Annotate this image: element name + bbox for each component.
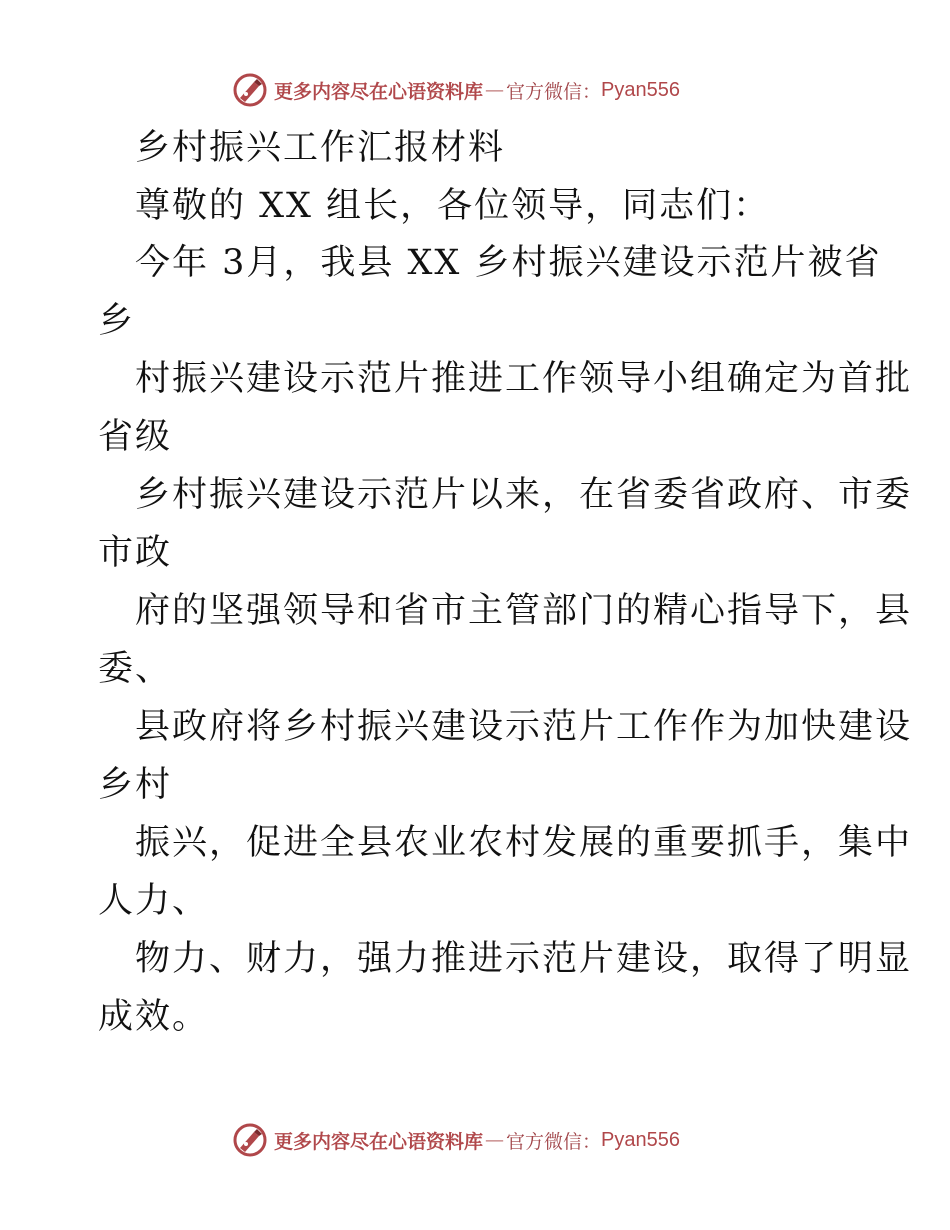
- paragraph-line: 省级: [98, 417, 173, 457]
- paragraph-line: 乡村振兴建设示范片以来，在省委省政府、市委: [135, 475, 913, 515]
- paragraph-line: 成效。: [98, 997, 210, 1037]
- header-banner: [232, 70, 712, 110]
- banner-dash: —: [485, 1129, 505, 1151]
- paragraph-line: 物力、财力，强力推进示范片建设，取得了明显: [135, 939, 913, 979]
- paragraph-line: 村振兴建设示范片推进工作领导小组确定为首批: [135, 359, 913, 399]
- paragraph-line: 县政府将乡村振兴建设示范片工作作为加快建设: [135, 707, 913, 747]
- paragraph-line: 今年 3月，我县 XX 乡村振兴建设示范片被省: [135, 243, 882, 283]
- paragraph-line: 乡村: [98, 765, 173, 805]
- pen-logo-icon: [232, 72, 268, 108]
- paragraph-line: 乡: [98, 301, 136, 341]
- paragraph-line: 府的坚强领导和省市主管部门的精心指导下，县: [135, 591, 913, 631]
- paragraph-line: 委、: [98, 649, 173, 689]
- paragraph-line: 振兴，促进全县农业农村发展的重要抓手，集中: [135, 823, 913, 863]
- banner-wechat-id: Pyan556: [601, 1128, 680, 1151]
- banner-site-text: 更多内容尽在心语资料库: [274, 1130, 484, 1153]
- footer-banner: [232, 1120, 712, 1160]
- banner-dash: —: [485, 79, 505, 101]
- banner-wechat-id: Pyan556: [601, 78, 680, 101]
- banner-wechat-label: 官方微信：: [506, 80, 602, 103]
- salutation: 尊敬的 XX 组长，各位领导，同志们：: [135, 186, 771, 226]
- pen-logo-icon: [232, 1122, 268, 1158]
- banner-wechat-label: 官方微信：: [506, 1130, 602, 1153]
- paragraph-line: 人力、: [98, 881, 210, 921]
- banner-site-text: 更多内容尽在心语资料库: [274, 80, 484, 103]
- paragraph-line: 市政: [98, 533, 173, 573]
- document-title: 乡村振兴工作汇报材料: [135, 128, 506, 168]
